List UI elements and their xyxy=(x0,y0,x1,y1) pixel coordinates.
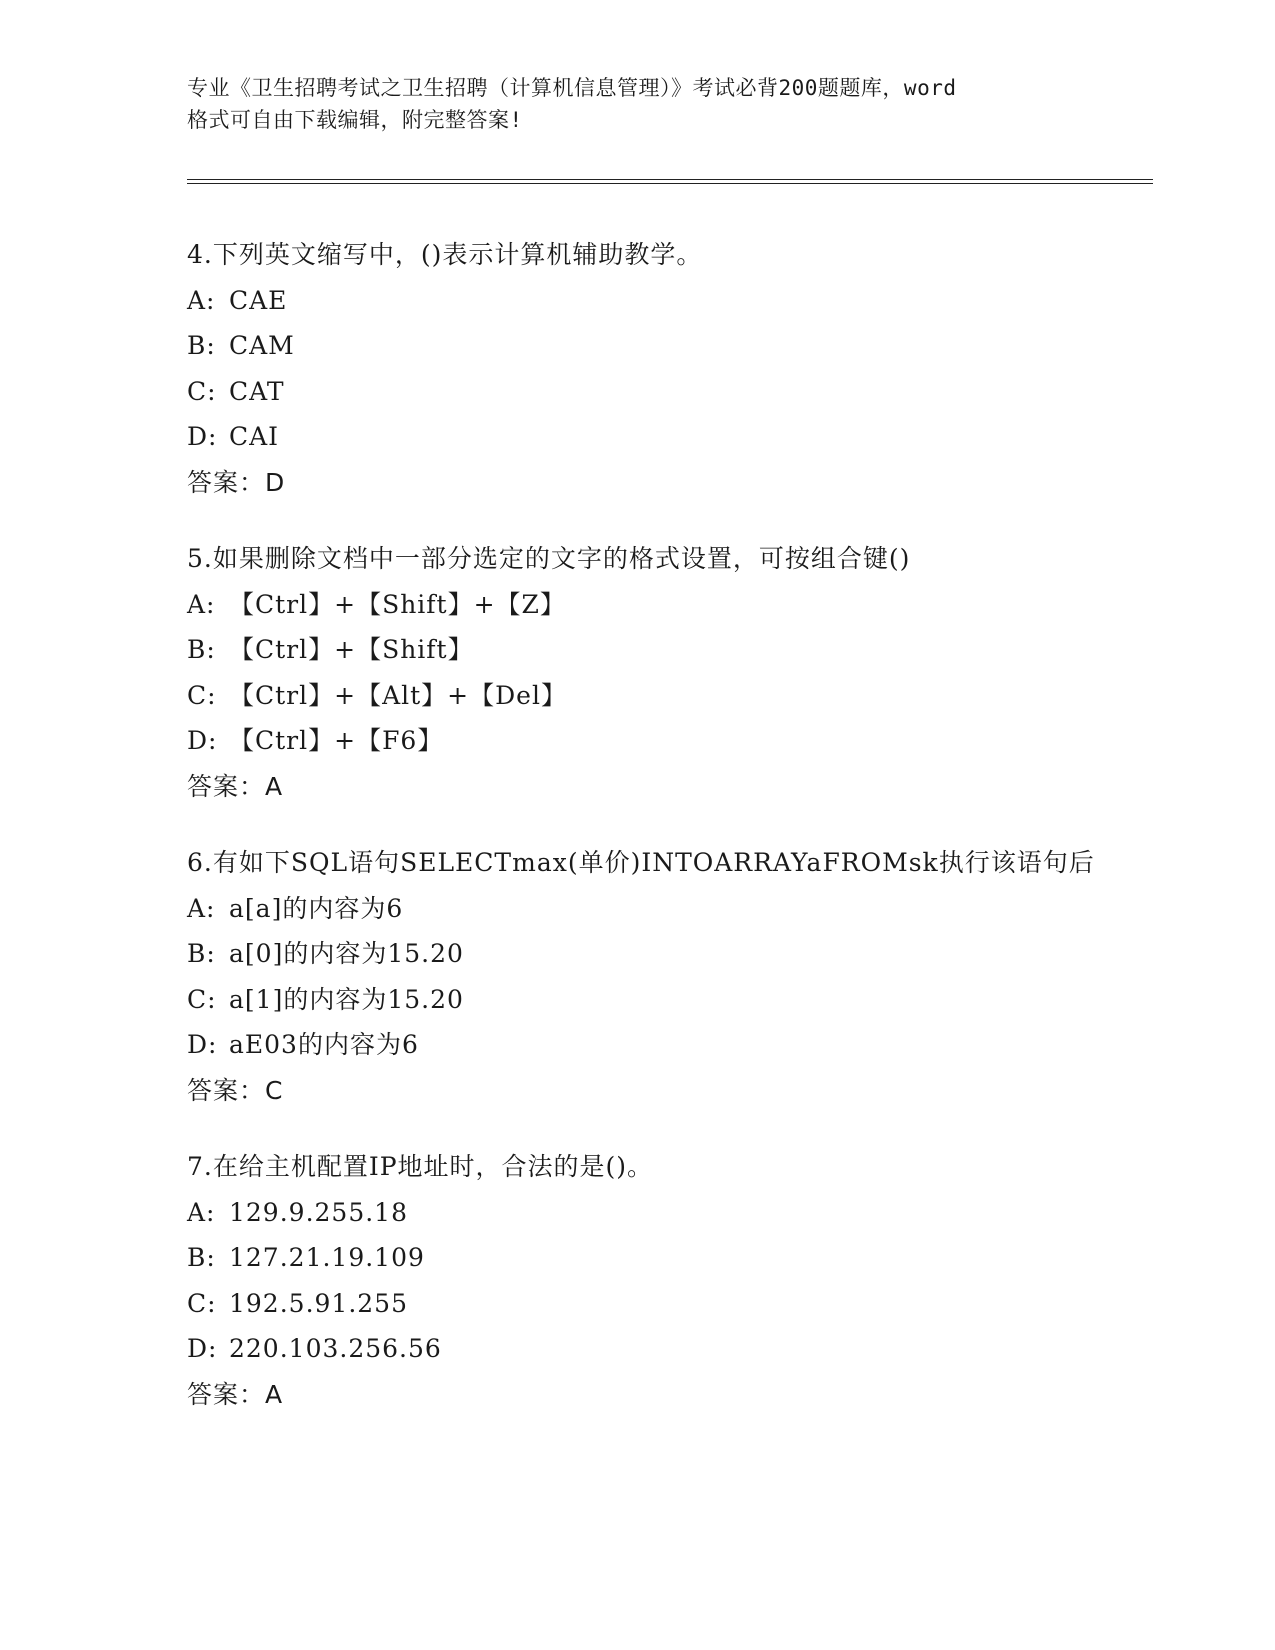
question-stem: 5.如果删除文档中一部分选定的文字的格式设置，可按组合键() xyxy=(187,544,911,573)
answer-line xyxy=(187,764,1147,810)
answer-prefix: 答案： xyxy=(187,467,266,497)
answer-value: A xyxy=(265,771,284,801)
answer-prefix: 答案： xyxy=(187,1379,266,1409)
option-label: A: xyxy=(187,589,216,619)
option-b xyxy=(187,627,1147,673)
option-text: CAI xyxy=(229,422,280,451)
answer-value: C xyxy=(265,1075,284,1105)
option-b xyxy=(187,931,1147,977)
option-text: 192.5.91.255 xyxy=(229,1288,408,1318)
option-text: 【Ctrl】+【Shift】+【Z】 xyxy=(229,589,566,619)
option-label: B: xyxy=(187,939,216,968)
question-stem: 7.在给主机配置IP地址时，合法的是()。 xyxy=(187,1152,654,1181)
answer-line xyxy=(187,1068,1147,1114)
option-label: A: xyxy=(187,893,216,923)
option-b xyxy=(187,1235,1147,1281)
option-text: a[0]的内容为15.20 xyxy=(229,939,464,968)
option-label: B: xyxy=(187,635,216,664)
option-label: C: xyxy=(187,1288,217,1318)
option-c xyxy=(187,1281,1147,1327)
option-text: CAM xyxy=(229,331,295,360)
option-label: C: xyxy=(187,376,217,406)
option-label: D: xyxy=(187,726,218,755)
option-text: CAT xyxy=(229,376,285,406)
option-label: A: xyxy=(187,285,216,315)
option-a xyxy=(187,1190,1147,1236)
option-c xyxy=(187,369,1147,415)
option-c xyxy=(187,673,1147,719)
option-d xyxy=(187,414,1147,460)
option-label: D: xyxy=(187,422,218,451)
option-text: a[1]的内容为15.20 xyxy=(229,984,464,1014)
document-header xyxy=(187,72,1087,136)
option-text: 220.103.256.56 xyxy=(229,1334,442,1363)
answer-prefix: 答案： xyxy=(187,771,266,801)
answer-line xyxy=(187,460,1147,506)
answer-line xyxy=(187,1372,1147,1418)
header-divider-top xyxy=(187,179,1153,180)
option-text: 127.21.19.109 xyxy=(229,1243,425,1272)
answer-value: D xyxy=(265,467,286,497)
option-d xyxy=(187,1326,1147,1372)
option-d xyxy=(187,718,1147,764)
answer-prefix: 答案： xyxy=(187,1075,266,1105)
answer-value: A xyxy=(265,1379,284,1409)
option-text: aE03的内容为6 xyxy=(229,1030,419,1059)
option-text: CAE xyxy=(229,285,288,315)
header-line-1: 专业《卫生招聘考试之卫生招聘（计算机信息管理）》考试必背200题题库，word xyxy=(187,76,957,100)
question-item xyxy=(187,232,1147,505)
option-label: C: xyxy=(187,680,217,710)
header-line-2: 格式可自由下载编辑，附完整答案! xyxy=(187,108,523,132)
header-divider-bottom xyxy=(187,183,1153,184)
question-item xyxy=(187,536,1147,809)
option-text: 【Ctrl】+【F6】 xyxy=(229,726,444,755)
option-a xyxy=(187,582,1147,628)
option-a xyxy=(187,278,1147,324)
question-stem: 4.下列英文缩写中，()表示计算机辅助教学。 xyxy=(187,240,703,269)
option-text: 【Ctrl】+【Alt】+【Del】 xyxy=(229,680,567,710)
question-list xyxy=(187,232,1147,1448)
option-c xyxy=(187,977,1147,1023)
question-item xyxy=(187,1144,1147,1417)
option-label: B: xyxy=(187,331,216,360)
option-a xyxy=(187,886,1147,932)
option-d xyxy=(187,1022,1147,1068)
option-label: D: xyxy=(187,1334,218,1363)
option-label: A: xyxy=(187,1197,216,1227)
option-text: 129.9.255.18 xyxy=(229,1197,408,1227)
question-stem: 6.有如下SQL语句SELECTmax(单价)INTOARRAYaFROMsk执行该语句后 xyxy=(187,848,1095,877)
option-label: C: xyxy=(187,984,217,1014)
option-label: D: xyxy=(187,1030,218,1059)
option-text: 【Ctrl】+【Shift】 xyxy=(229,635,474,664)
question-item xyxy=(187,840,1147,1113)
option-b xyxy=(187,323,1147,369)
option-text: a[a]的内容为6 xyxy=(229,893,404,923)
option-label: B: xyxy=(187,1243,216,1272)
